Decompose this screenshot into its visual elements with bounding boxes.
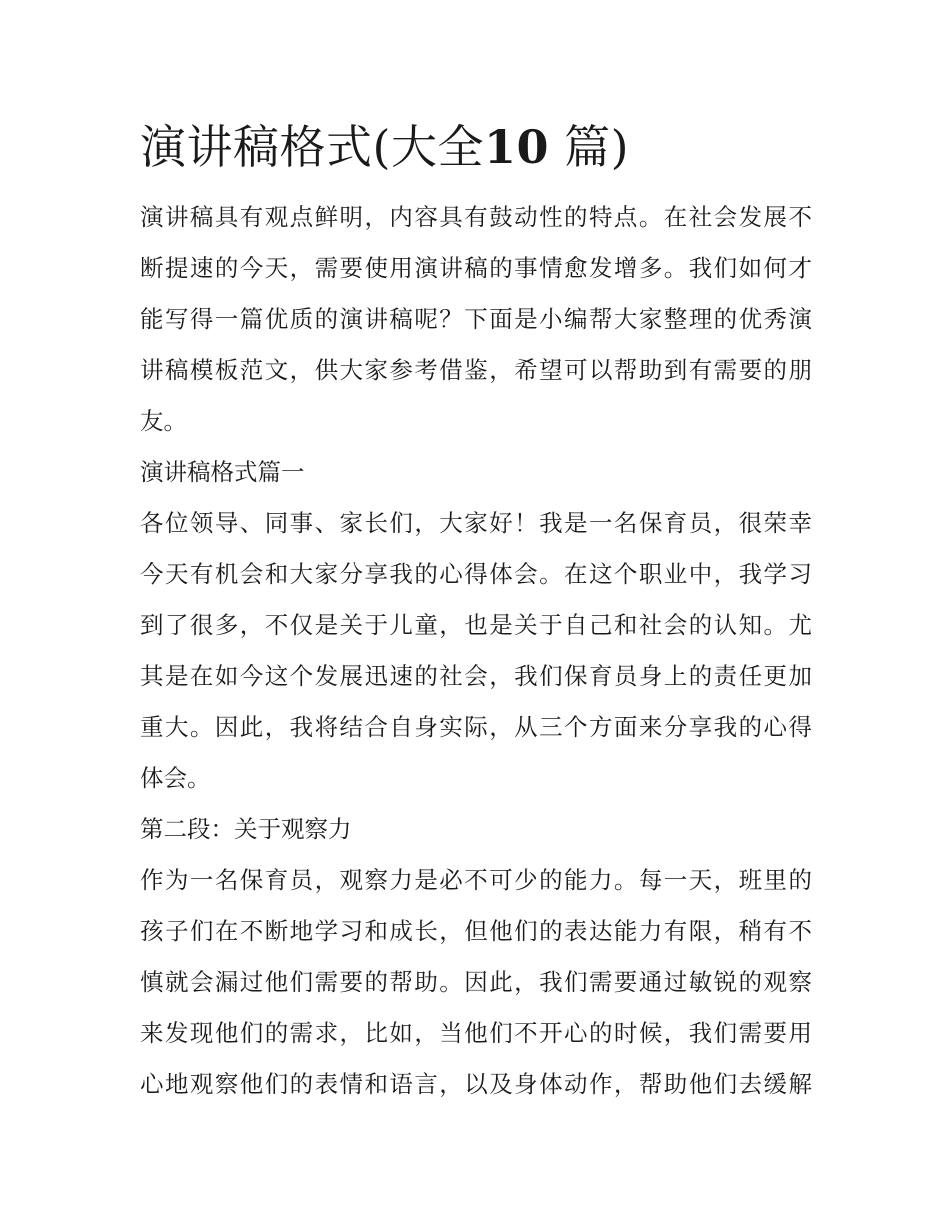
section1-paragraph [140,498,812,804]
paragraph-line: 孩子们在不断地学习和成长，但他们的表达能力有限，稍有不 [140,917,812,945]
intro-paragraph [140,192,812,447]
paragraph-line: 今天有机会和大家分享我的心得体会。在这个职业中，我学习 [140,560,812,588]
paragraph-line: 慎就会漏过他们需要的帮助。因此，我们需要通过敏锐的观察 [140,968,812,996]
document-title [140,112,812,192]
title-text: 演讲稿格式(大全 [140,120,484,174]
paragraph-line: 演讲稿具有观点鲜明，内容具有鼓动性的特点。在社会发展不 [140,203,812,231]
title-number: 10 [483,120,549,174]
document-body [140,112,812,1110]
paragraph-line: 重大。因此，我将结合自身实际，从三个方面来分享我的心得 [140,713,812,741]
paragraph-line: 断提速的今天，需要使用演讲稿的事情愈发增多。我们如何才 [140,254,812,282]
paragraph-line: 能写得一篇优质的演讲稿呢？下面是小编帮大家整理的优秀演 [140,305,812,333]
paragraph-line: 友。 [140,407,187,435]
paragraph-line: 心地观察他们的表情和语言，以及身体动作，帮助他们去缓解 [140,1070,812,1098]
paragraph-line: 来发现他们的需求，比如，当他们不开心的时候，我们需要用 [140,1019,812,1047]
paragraph-line: 讲稿模板范文，供大家参考借鉴，希望可以帮助到有需要的朋 [140,356,812,384]
paragraph-line: 体会。 [140,764,211,792]
section2-paragraph [140,855,812,1110]
title-suffix: 篇) [548,120,630,174]
paragraph-line: 其是在如今这个发展迅速的社会，我们保育员身上的责任更加 [140,662,812,690]
section-heading: 第二段：关于观察力 [140,815,352,843]
section-heading: 演讲稿格式篇一 [140,458,305,486]
paragraph-line: 到了很多，不仅是关于儿童，也是关于自己和社会的认知。尤 [140,611,812,639]
paragraph-line: 作为一名保育员，观察力是必不可少的能力。每一天，班里的 [140,866,812,894]
paragraph-line: 各位领导、同事、家长们，大家好！我是一名保育员，很荣幸 [140,509,812,537]
